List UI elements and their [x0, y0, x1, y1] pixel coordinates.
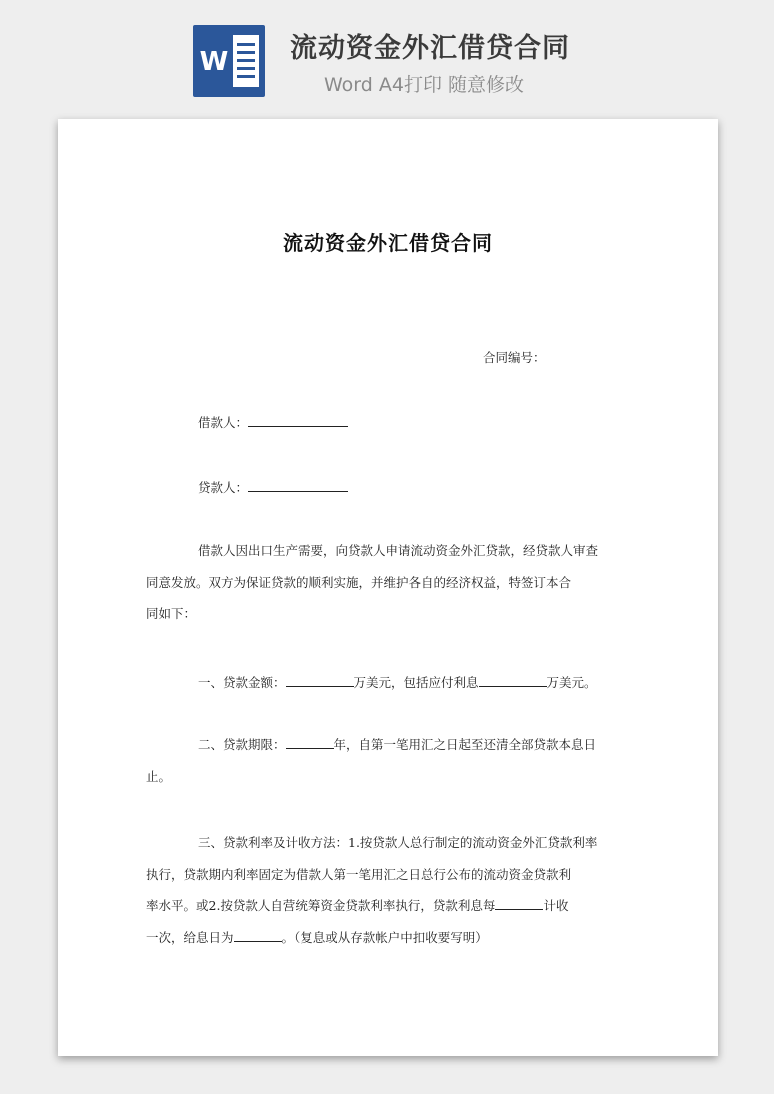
banner-title: 流动资金外汇借贷合同: [290, 33, 570, 64]
clause2-line1: [146, 729, 601, 761]
clause1-suffix: 万美元。: [546, 675, 597, 690]
word-document-icon: [193, 25, 265, 97]
clause3-line1: 三、贷款利率及计收方法：1.按贷款人总行制定的流动资金外汇贷款利率: [198, 835, 598, 850]
intro-line: 同如下：: [146, 606, 197, 621]
clause2-line2: 止。: [146, 768, 172, 784]
clause3-line4: [146, 922, 601, 954]
clause2-prefix: 二、贷款期限：: [198, 737, 286, 752]
lender-blank: [248, 479, 348, 492]
intro-paragraph: [146, 535, 601, 630]
lender-line: [198, 478, 348, 496]
banner-subtitle: Word A4打印 随意修改: [324, 74, 525, 96]
clause3-line4b: 。（复息或从存款帐户中扣收要写明）: [281, 929, 488, 945]
borrower-blank: [248, 414, 348, 427]
word-icon-letter: W: [199, 47, 229, 77]
document-page: [58, 119, 718, 1056]
clause-interest-rate: [146, 827, 601, 953]
clause3-line2: 执行，贷款期内利率固定为借款人第一笔用汇之日总行公布的流动资金贷款利: [146, 866, 572, 882]
contract-number-label: 合同编号：: [483, 350, 546, 365]
clause3-line3: [146, 890, 601, 922]
word-icon-sheet: [233, 35, 259, 87]
intro-line: 同意发放。双方为保证贷款的顺利实施，并维护各自的经济权益，特签订本合: [146, 574, 572, 590]
borrower-label: 借款人：: [198, 415, 249, 430]
clause1-mid: 万美元，包括应付利息: [353, 675, 479, 690]
intro-line: 借款人因出口生产需要，向贷款人申请流动资金外汇贷款，经贷款人审查: [198, 543, 599, 558]
interest-amount-blank: [479, 674, 547, 687]
clause2-mid: 年，自第一笔用汇之日起至还清全部贷款本息日: [333, 737, 597, 752]
clause3-line3a: 率水平。或2.按贷款人自营统筹资金贷款利率执行，贷款利息每: [146, 898, 496, 913]
clause-loan-amount: [198, 673, 597, 691]
clause3-line4a: 一次，给息日为: [146, 929, 234, 945]
clause1-prefix: 一、贷款金额：: [198, 675, 286, 690]
interest-period-blank: [495, 897, 543, 910]
document-title: 流动资金外汇借贷合同: [283, 231, 493, 255]
interest-date-blank: [234, 929, 282, 942]
header-banner: [0, 0, 774, 115]
clause-loan-term: [146, 729, 601, 792]
clause3-line3b: 计收: [543, 898, 569, 913]
lender-label: 贷款人：: [198, 480, 249, 495]
borrower-line: [198, 413, 348, 431]
loan-amount-blank: [286, 674, 354, 687]
loan-term-blank: [286, 736, 334, 749]
